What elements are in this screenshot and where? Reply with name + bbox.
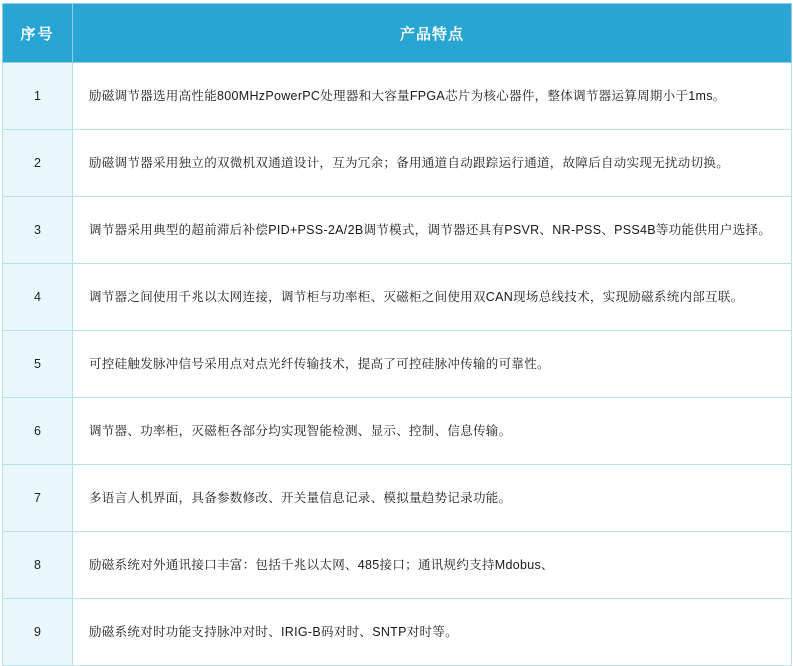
table-row [3, 63, 792, 130]
row-feature-cell: 励磁调节器采用独立的双微机双通道设计，互为冗余；备用通道自动跟踪运行通道，故障后自动实现无扰动切换。 [73, 130, 792, 197]
row-index-cell: 5 [3, 331, 73, 398]
table-row [3, 130, 792, 197]
table-header [3, 4, 792, 63]
row-index-cell: 4 [3, 264, 73, 331]
table-row [3, 264, 792, 331]
row-feature-cell: 可控硅触发脉冲信号采用点对点光纤传输技术，提高了可控硅脉冲传输的可靠性。 [73, 331, 792, 398]
table-row [3, 398, 792, 465]
table-row [3, 197, 792, 264]
row-index-cell: 7 [3, 465, 73, 532]
product-feature-table [2, 3, 792, 666]
row-index-cell: 6 [3, 398, 73, 465]
table-row [3, 599, 792, 666]
row-feature-cell: 励磁系统对时功能支持脉冲对时、IRIG-B码对时、SNTP对时等。 [73, 599, 792, 666]
table-row [3, 465, 792, 532]
table-header-row [3, 4, 792, 63]
row-feature-cell: 调节器之间使用千兆以太网连接，调节柜与功率柜、灭磁柜之间使用双CAN现场总线技术，实现励磁系统内部互联。 [73, 264, 792, 331]
column-header-index: 序号 [3, 4, 73, 63]
row-feature-cell: 励磁系统对外通讯接口丰富：包括千兆以太网、485接口；通讯规约支持Mdobus、 [73, 532, 792, 599]
row-index-cell: 9 [3, 599, 73, 666]
table-body [3, 63, 792, 666]
row-index-cell: 3 [3, 197, 73, 264]
row-feature-cell: 励磁调节器选用高性能800MHzPowerPC处理器和大容量FPGA芯片为核心器件，整体调节器运算周期小于1ms。 [73, 63, 792, 130]
row-index-cell: 1 [3, 63, 73, 130]
row-feature-cell: 调节器采用典型的超前滞后补偿PID+PSS-2A/2B调节模式，调节器还具有PSVR、NR-PSS、PSS4B等功能供用户选择。 [73, 197, 792, 264]
row-index-cell: 2 [3, 130, 73, 197]
row-feature-cell: 调节器、功率柜，灭磁柜各部分均实现智能检测、显示、控制、信息传输。 [73, 398, 792, 465]
table-row [3, 331, 792, 398]
row-feature-cell: 多语言人机界面，具备参数修改、开关量信息记录、模拟量趋势记录功能。 [73, 465, 792, 532]
row-index-cell: 8 [3, 532, 73, 599]
column-header-feature: 产品特点 [73, 4, 792, 63]
table-row [3, 532, 792, 599]
